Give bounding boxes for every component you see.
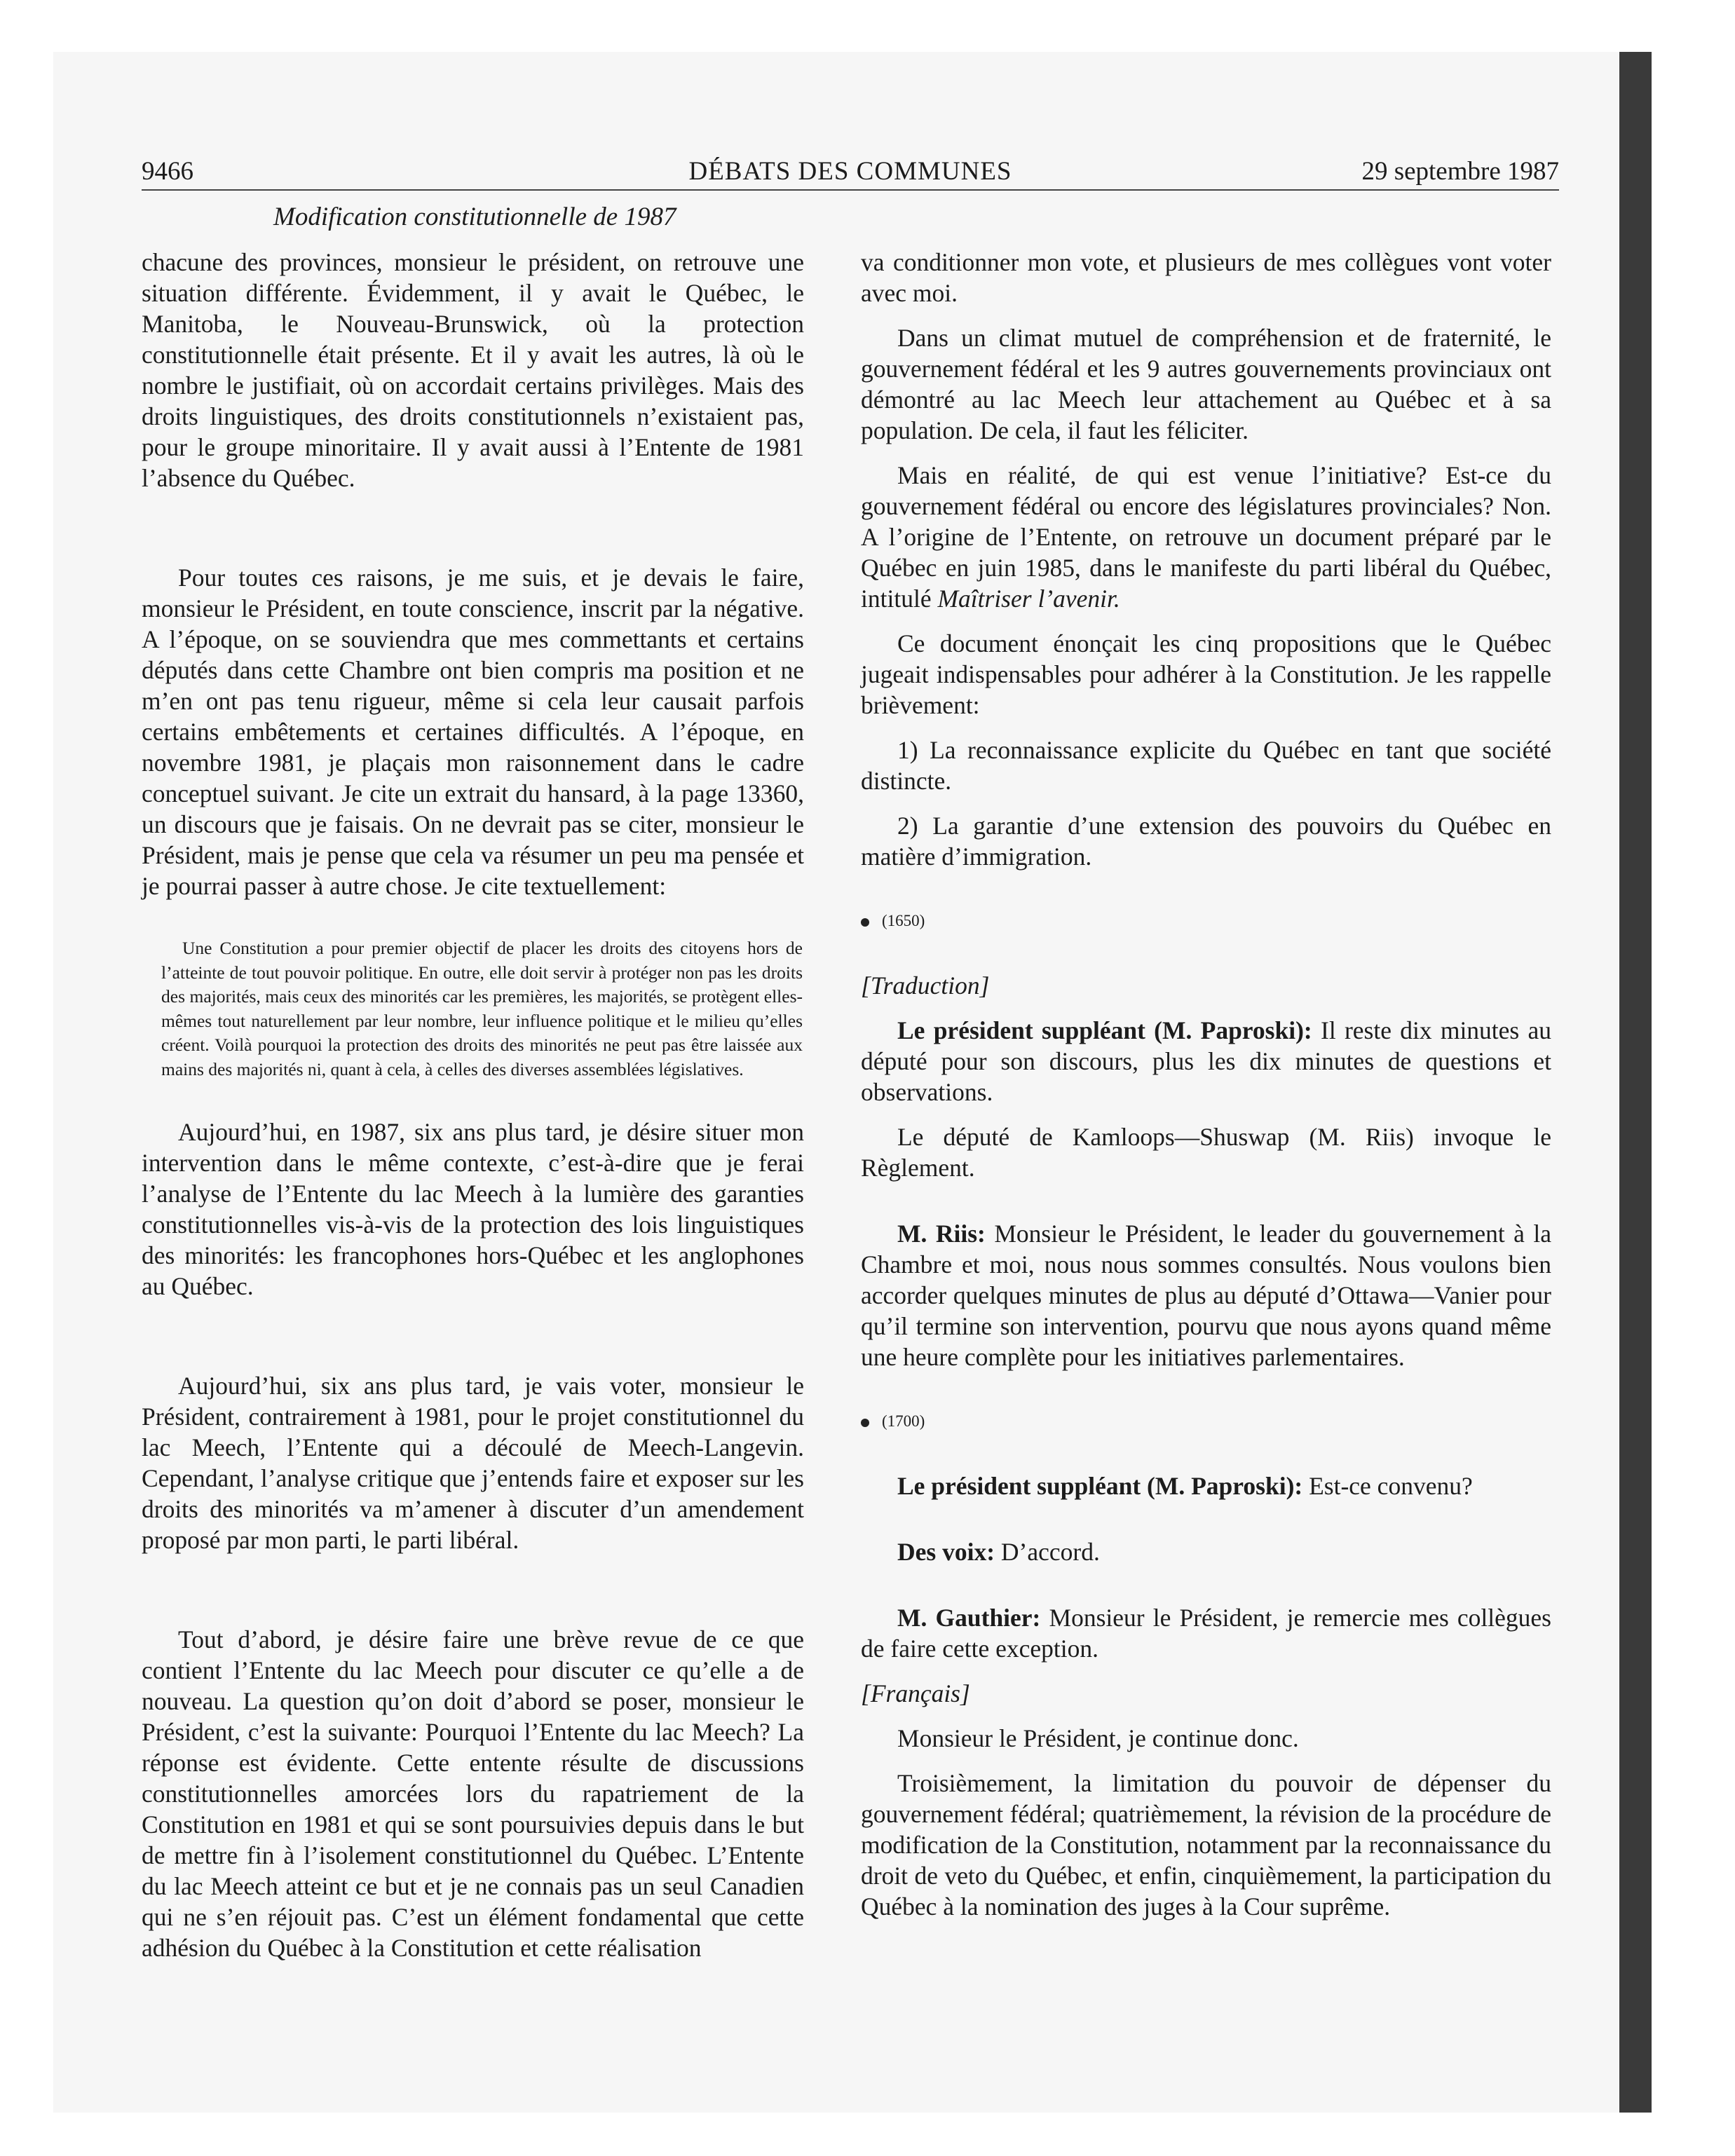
paragraph: Le président suppléant (M. Paproski): Est-ce convenu? bbox=[897, 1472, 1473, 1500]
speaker-name: Le président suppléant (M. Paproski): bbox=[897, 1016, 1312, 1044]
paragraph: 2) La garantie d’une extension des pouvoirs du Québec en matière d’immigration. bbox=[861, 812, 1551, 871]
paragraph: Mais en réalité, de qui est venue l’initiative? Est-ce du gouvernement fédéral ou encore des législatures provinciales? Non. A l’origine de l’Entente, on retrouve un document préparé par le Québec en juin 1985, dans le manifeste du parti libéral du Québec, intitulé Maîtriser l’avenir. bbox=[861, 461, 1551, 613]
time-marker: (1650) bbox=[861, 907, 1551, 935]
right-column bbox=[861, 247, 1551, 1922]
speaker-name: Le président suppléant (M. Paproski): bbox=[897, 1472, 1303, 1500]
language-marker: [Français] bbox=[861, 1679, 970, 1707]
time-marker: (1700) bbox=[861, 1407, 1551, 1435]
paragraph: Des voix: D’accord. bbox=[897, 1538, 1100, 1566]
bullet-icon bbox=[861, 1419, 869, 1427]
scan-edge bbox=[1619, 52, 1652, 2113]
paragraph: Le député de Kamloops—Shuswap (M. Riis) invoque le Règlement. bbox=[861, 1123, 1551, 1182]
paragraph: Pour toutes ces raisons, je me suis, et je devais le faire, monsieur le Président, en toute conscience, inscrit par la négative. A l’époque, on se souviendra que mes commettants et certains députés dans cette Chambre ont bien compris ma position et ne m’en ont pas tenu rigueur, même si cela leur causait parfois certains embêtements et certaines difficultés. A l’époque, en novembre 1981, je plaçais mon raisonnement dans le cadre conceptuel suivant. Je cite un extrait du hansard, à la page 13360, un discours que je faisais. On ne devrait pas se citer, monsieur le Président, mais je pense que cela va résumer un peu ma pensée et je pourrai passer à autre chose. Je cite textuellement: bbox=[142, 564, 804, 900]
paragraph: 1) La reconnaissance explicite du Québec en tant que société distincte. bbox=[861, 736, 1551, 795]
paragraph: Aujourd’hui, en 1987, six ans plus tard, je désire situer mon intervention dans le même contexte, c’est-à-dire que je ferai l’analyse de l’Entente du lac Meech à la lumière des garanties constitutionnelles vis-à-vis de la protection des lois linguistiques des minorités: les francophones hors-Québec et les anglophones au Québec. bbox=[142, 1118, 804, 1300]
speaker-name: M. Gauthier: bbox=[897, 1604, 1041, 1632]
section-subtitle: Modification constitutionnelle de 1987 bbox=[273, 203, 676, 231]
paragraph: M. Riis: Monsieur le Président, le leader du gouvernement à la Chambre et moi, nous nous sommes consultés. Nous voulons bien accorder quelques minutes de plus au député d’Ottawa—Vanier pour qu’il termine son intervention, pourvu que nous ayons quand même une heure complète pour les initiatives parlementaires. bbox=[861, 1220, 1551, 1371]
paragraph: Aujourd’hui, six ans plus tard, je vais voter, monsieur le Président, contrairement à 1981, pour le projet constitutionnel du lac Meech, l’Entente qui a découlé de Meech-Langevin. Cependant, l’analyse critique que j’entends faire et exposer sur les droits des minorités va m’amener à discuter d’un amendement proposé par mon parti, le parti libéral. bbox=[142, 1372, 804, 1554]
block-quote: Une Constitution a pour premier objectif de placer les droits des citoyens hors de l’atteinte de tout pouvoir politique. En outre, elle doit servir à protéger non pas les droits des majorités, mais ceux des minorités car les premières, les majorités, se protègent elles-mêmes tout naturellement par leur nombre, leur influence politique et le milieu qu’elles créent. Voilà pourquoi la protection des droits des minorités ne peut pas être laissée aux mains des majorités ni, quant à cela, à celles des diverses assemblées législatives. bbox=[161, 938, 803, 1079]
paragraph: Troisièmement, la limitation du pouvoir de dépenser du gouvernement fédéral; quatrièmement, la révision de la procédure de modification de la Constitution, notamment par la reconnaissance du droit de veto du Québec, et enfin, cinquièmement, la participation du Québec à la nomination des juges à la Cour suprême. bbox=[861, 1769, 1551, 1920]
page-date: 29 septembre 1987 bbox=[1361, 157, 1559, 186]
paragraph: chacune des provinces, monsieur le président, on retrouve une situation différente. Évidemment, il y avait le Québec, le Manitoba, le Nouveau-Brunswick, où la protection constitutionnelle était présente. Et il y avait les autres, là où le nombre le justifiait, où on accordait certains privilèges. Mais des droits linguistiques, des droits constitutionnels n’existaient pas, pour le groupe minoritaire. Il y avait aussi à l’Entente de 1981 l’absence du Québec. bbox=[142, 248, 804, 492]
document-title: Maîtriser l’avenir. bbox=[937, 585, 1120, 613]
publication-title: DÉBATS DES COMMUNES bbox=[688, 157, 1012, 186]
paragraph: Dans un climat mutuel de compréhension et de fraternité, le gouvernement fédéral et les 9 autres gouvernements provinciaux ont démontré au lac Meech leur attachement au Québec et à sa population. De cela, il faut les féliciter. bbox=[861, 324, 1551, 444]
bullet-icon bbox=[861, 918, 869, 927]
paragraph: Le président suppléant (M. Paproski): Il reste dix minutes au député pour son discours, plus les dix minutes de questions et observations. bbox=[861, 1016, 1551, 1106]
page-number: 9466 bbox=[142, 157, 193, 186]
running-header bbox=[142, 154, 1559, 191]
paragraph: Monsieur le Président, je continue donc. bbox=[897, 1724, 1299, 1752]
paragraph: M. Gauthier: Monsieur le Président, je remercie mes collègues de faire cette exception. bbox=[861, 1604, 1551, 1663]
paragraph: Ce document énonçait les cinq propositions que le Québec jugeait indispensables pour adhérer à la Constitution. Je les rappelle brièvement: bbox=[861, 629, 1551, 719]
paragraph: Tout d’abord, je désire faire une brève revue de ce que contient l’Entente du lac Meech pour discuter ce qu’elle a de nouveau. La question qu’on doit d’abord se poser, monsieur le Président, c’est la suivante: Pourquoi l’Entente du lac Meech? La réponse est évidente. Cette entente résulte de discussions constitutionnelles amorcées lors du rapatriement de la Constitution en 1981 et qui se sont poursuivies depuis dans le but de mettre fin à l’isolement constitutionnel du Québec. L’Entente du lac Meech atteint ce but et je ne connais pas un seul Canadien qui ne s’en réjouit pas. C’est un élément fondamental que cette adhésion du Québec à la Constitution et cette réalisation bbox=[142, 1625, 804, 1962]
left-column bbox=[142, 247, 804, 1963]
speaker-name: Des voix: bbox=[897, 1538, 995, 1566]
language-marker: [Traduction] bbox=[861, 971, 990, 999]
speaker-name: M. Riis: bbox=[897, 1220, 986, 1248]
paragraph: va conditionner mon vote, et plusieurs de mes collègues vont voter avec moi. bbox=[861, 248, 1551, 307]
